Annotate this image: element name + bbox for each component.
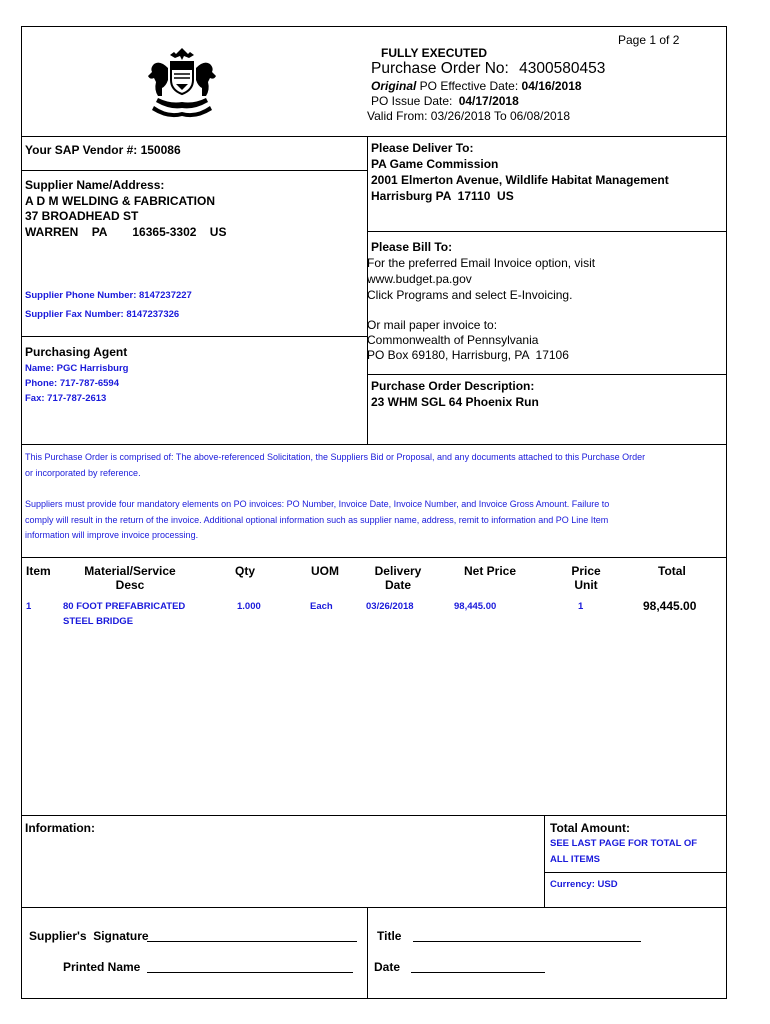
supplier-signature-label: Supplier's Signature [29, 929, 149, 943]
effective-label: PO Effective Date: [416, 79, 522, 93]
frame-bottom [21, 998, 727, 999]
divider-deliver [367, 231, 727, 232]
agent-phone: Phone: 717-787-6594 [25, 378, 119, 389]
effective-date: 04/16/2018 [521, 79, 582, 93]
deliver-line2: 2001 Elmerton Avenue, Wildlife Habitat Management [371, 173, 669, 187]
divider-header [21, 136, 727, 137]
po-number: 4300580453 [519, 60, 606, 77]
col-header-total: Total [658, 564, 686, 578]
cell-delivery: 03/26/2018 [366, 601, 414, 612]
col-header-price-unit-line2: Unit [574, 578, 598, 592]
cell-desc-line2: STEEL BRIDGE [63, 616, 134, 627]
description-heading: Purchase Order Description: [371, 379, 535, 393]
po-number-label: Purchase Order No: [371, 60, 509, 77]
total-note-line1: SEE LAST PAGE FOR TOTAL OF [550, 838, 698, 849]
po-number-row [371, 60, 605, 78]
cell-net-price: 98,445.00 [454, 601, 497, 612]
notes-para1-line2: or incorporated by reference. [25, 468, 141, 478]
col-header-price-unit [556, 564, 616, 592]
col-header-qty: Qty [235, 564, 256, 578]
bill-line4: Or mail paper invoice to: [367, 318, 498, 332]
cell-item: 1 [26, 601, 32, 612]
supplier-name: A D M WELDING & FABRICATION [25, 194, 215, 208]
title-line[interactable] [413, 941, 641, 942]
frame-left [21, 26, 22, 999]
notes-para2-line3: information will improve invoice processing. [25, 530, 199, 540]
issue-label: PO Issue Date: [371, 94, 456, 108]
bill-heading: Please Bill To: [371, 240, 453, 254]
description-text: 23 WHM SGL 64 Phoenix Run [371, 395, 539, 409]
notes-para2-line1: Suppliers must provide four mandatory elements on PO invoices: PO Number, Invoice Date, Invoice Number, and Invoice Gross Amount. Failure to [25, 499, 610, 509]
deliver-line1: PA Game Commission [371, 157, 499, 171]
sap-vendor-number: Your SAP Vendor #: 150086 [25, 143, 181, 157]
bill-line3: Click Programs and select E-Invoicing. [367, 288, 573, 302]
supplier-heading: Supplier Name/Address: [25, 178, 165, 192]
bill-line6: PO Box 69180, Harrisburg, PA 17106 [367, 348, 569, 362]
supplier-phone: Supplier Phone Number: 8147237227 [25, 290, 192, 301]
col-header-item: Item [26, 564, 51, 578]
currency: Currency: USD [550, 879, 618, 890]
cell-desc-line1: 80 FOOT PREFABRICATED [63, 601, 186, 612]
cell-qty: 1.000 [237, 601, 261, 612]
notes-para1-line1: This Purchase Order is comprised of: The above-referenced Solicitation, the Suppliers Bid or Proposal, and any documents attached to this Purchase Order [25, 452, 646, 462]
col-header-material [70, 564, 190, 592]
supplier-street: 37 BROADHEAD ST [25, 209, 139, 223]
title-label: Title [377, 929, 402, 943]
cell-uom: Each [310, 601, 333, 612]
col-header-delivery-line1: Delivery [374, 564, 422, 578]
date-line[interactable] [411, 972, 545, 973]
agent-fax: Fax: 717-787-2613 [25, 393, 107, 404]
bill-line2: www.budget.pa.gov [367, 272, 472, 286]
divider-agent [21, 336, 367, 337]
page-number: Page 1 of 2 [618, 33, 680, 47]
bill-line1: For the preferred Email Invoice option, visit [367, 256, 596, 270]
supplier-zip: 16365-3302 [132, 225, 197, 239]
col-header-delivery [363, 564, 433, 592]
information-label: Information: [25, 821, 95, 835]
divider-description [367, 374, 727, 375]
state-seal-logo [144, 46, 220, 118]
deliver-heading: Please Deliver To: [371, 141, 474, 155]
vdivider-signature [367, 907, 368, 998]
col-header-material-line2: Desc [115, 578, 145, 592]
notes-para2-line2: comply will result in the return of the invoice. Additional optional information such as supplier name, address, remit to information and PO Line Item [25, 515, 609, 525]
supplier-city: WARREN [25, 225, 79, 239]
supplier-city-line [25, 225, 226, 239]
printed-name-line[interactable] [147, 972, 353, 973]
original-label: Original [371, 79, 417, 93]
issue-date: 04/17/2018 [458, 94, 519, 108]
col-header-delivery-line2: Date [384, 578, 411, 592]
vdivider-total [544, 815, 545, 907]
bill-line5: Commonwealth of Pennsylvania [367, 333, 539, 347]
frame-right [726, 26, 727, 999]
divider-notes [21, 444, 727, 445]
cell-total: 98,445.00 [643, 599, 697, 613]
divider-supplier [21, 170, 367, 171]
cell-price-unit: 1 [578, 601, 584, 612]
frame-top [21, 26, 727, 27]
deliver-line3: Harrisburg PA 17110 US [371, 189, 514, 203]
divider-table [21, 557, 727, 558]
valid-period: Valid From: 03/26/2018 To 06/08/2018 [367, 109, 571, 123]
col-header-net-price: Net Price [464, 564, 517, 578]
supplier-fax: Supplier Fax Number: 8147237326 [25, 309, 180, 320]
col-header-price-unit-line1: Price [571, 564, 601, 578]
supplier-state: PA [91, 225, 108, 239]
col-header-uom: UOM [311, 564, 339, 578]
total-note-line2: ALL ITEMS [550, 854, 600, 865]
printed-name-label: Printed Name [63, 960, 141, 974]
po-status: FULLY EXECUTED [381, 46, 488, 60]
po-effective-row [371, 79, 582, 93]
agent-name: Name: PGC Harrisburg [25, 363, 129, 374]
divider-info [21, 815, 727, 816]
po-issue-row [371, 94, 519, 108]
supplier-signature-line[interactable] [147, 941, 357, 942]
supplier-country: US [209, 225, 227, 239]
total-amount-label: Total Amount: [550, 821, 630, 835]
col-header-material-line1: Material/Service [84, 564, 176, 578]
date-label: Date [374, 960, 401, 974]
divider-currency [544, 872, 727, 873]
agent-heading: Purchasing Agent [25, 345, 128, 359]
divider-signature [21, 907, 727, 908]
